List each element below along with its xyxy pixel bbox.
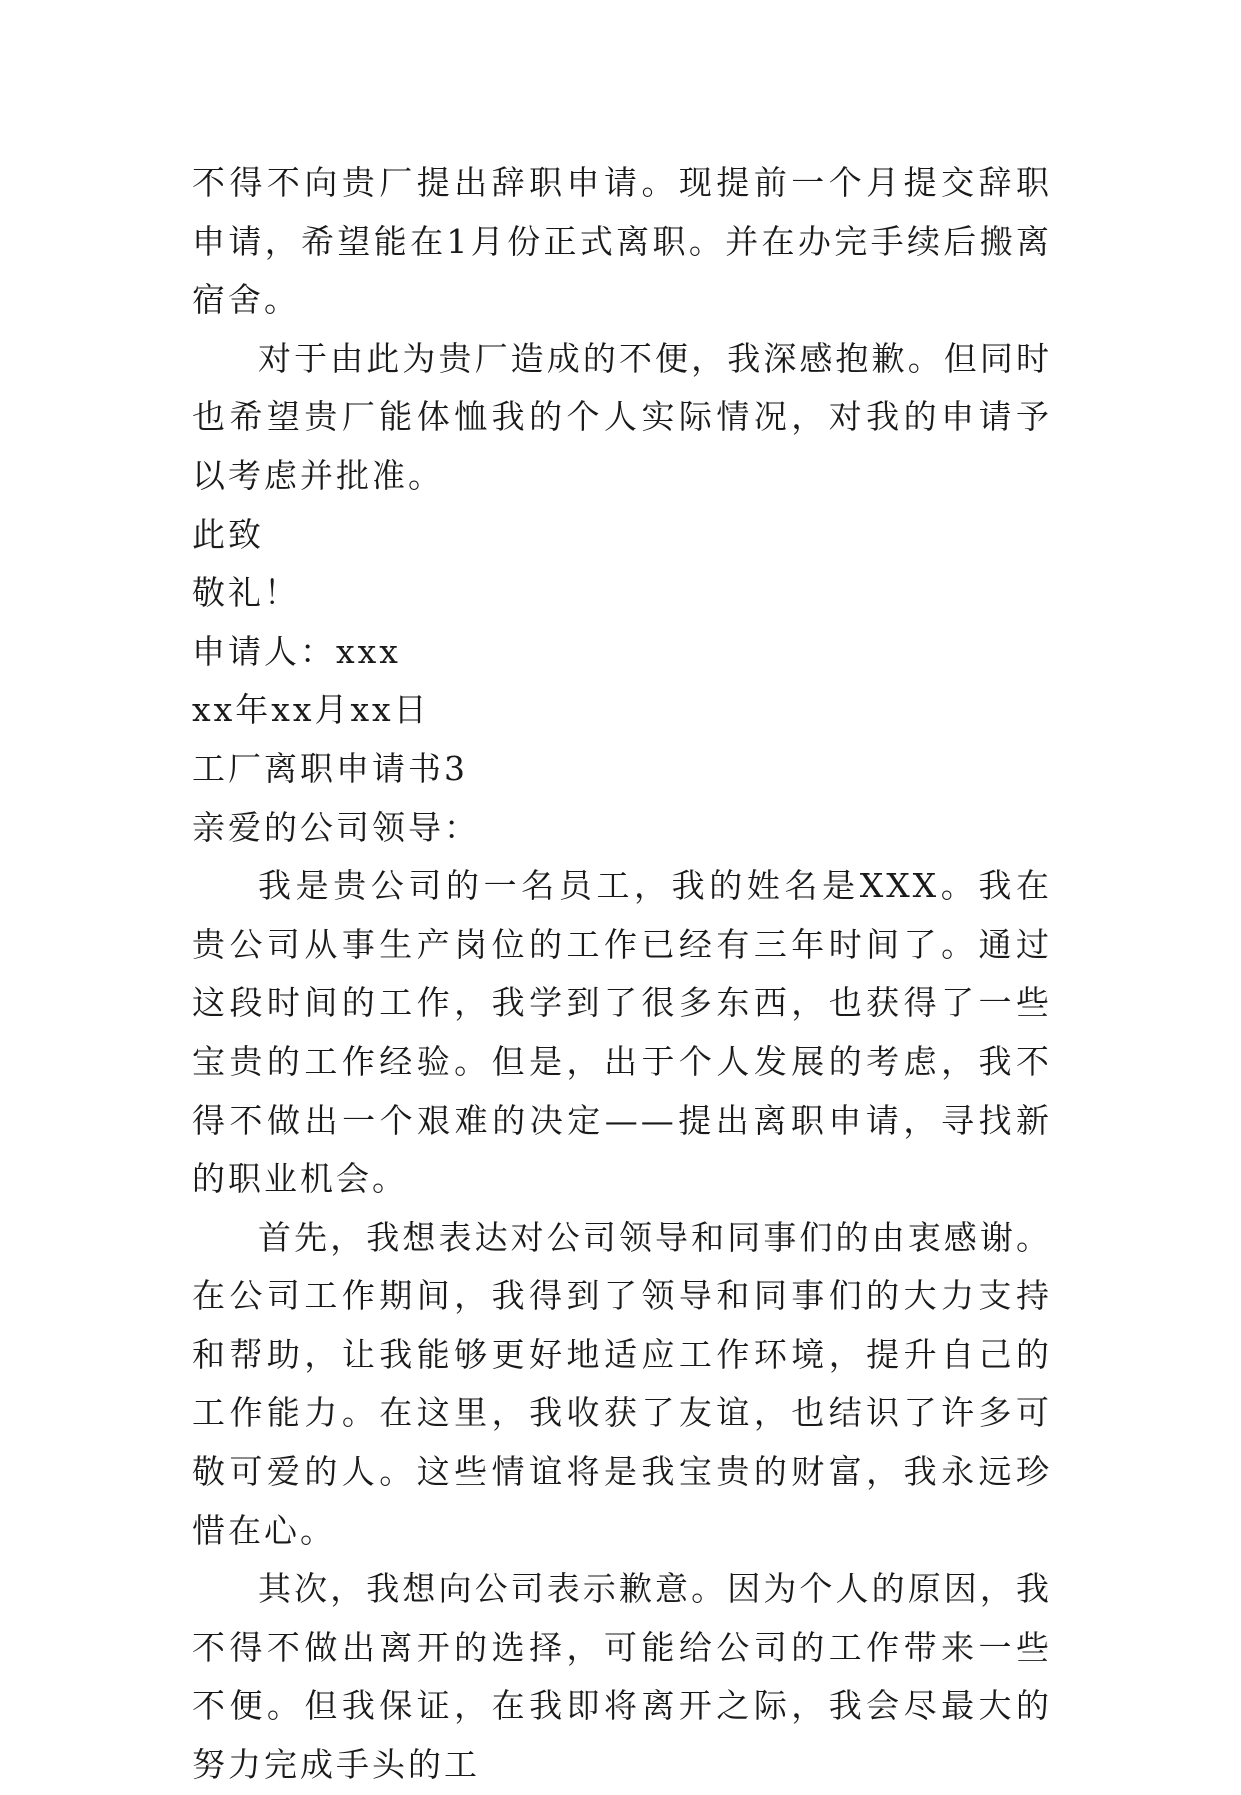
section-title: 工厂离职申请书3 [192,748,468,788]
closing-salutation: 此致 [192,514,264,554]
paragraph-gratitude: 首先，我想表达对公司领导和同事们的由衷感谢。在公司工作期间，我得到了领导和同事们的大力支持和帮助，让我能够更好地适应工作环境，提升自己的工作能力。在这里，我收获了友谊，也结识了许多可敬可爱的人。这些情谊将是我宝贵的财富，我永远珍惜在心。 [192,1217,1052,1550]
applicant-signature: 申请人：xxx [192,631,401,671]
closing-regards: 敬礼！ [192,573,300,613]
signature-date: xx年xx月xx日 [192,690,430,730]
paragraph-introduction: 我是贵公司的一名员工，我的姓名是XXX。我在贵公司从事生产岗位的工作已经有三年时间了。通过这段时间的工作，我学到了很多东西，也获得了一些宝贵的工作经验。但是，出于个人发展的考虑，我不得不做出一个艰难的决定——提出离职申请，寻找新的职业机会。 [192,866,1052,1199]
paragraph-continuation: 不得不向贵厂提出辞职申请。现提前一个月提交辞职申请，希望能在1月份正式离职。并在办完手续后搬离宿舍。 [192,163,1052,320]
greeting: 亲爱的公司领导： [192,807,480,847]
paragraph-apology-2: 其次，我想向公司表示歉意。因为个人的原因，我不得不做出离开的选择，可能给公司的工作带来一些不便。但我保证，在我即将离开之际，我会尽最大的努力完成手头的工 [192,1569,1052,1785]
paragraph-apology: 对于由此为贵厂造成的不便，我深感抱歉。但同时也希望贵厂能体恤我的个人实际情况，对我的申请予以考虑并批准。 [192,338,1052,495]
document-body [192,154,1052,1795]
